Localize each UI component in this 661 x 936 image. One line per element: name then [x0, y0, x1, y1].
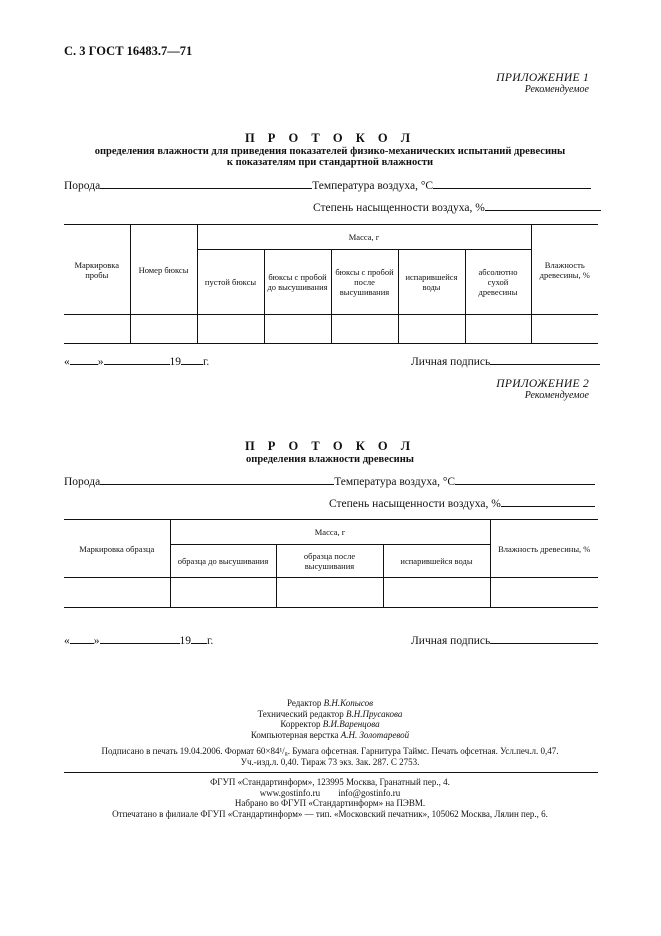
date-year-suffix: г. — [203, 356, 210, 368]
table-cell[interactable] — [465, 315, 531, 344]
imprint-tech-editor: Технический редактор В.Н.Прусакова — [257, 708, 403, 719]
date-day-blank[interactable] — [70, 632, 94, 644]
table-cell[interactable] — [264, 315, 331, 344]
protocol-2-saturation-field[interactable] — [329, 495, 595, 510]
protocol-1-title-block — [60, 131, 600, 168]
date-year-prefix: 19 — [179, 635, 191, 647]
table-cell[interactable] — [490, 578, 598, 608]
saturation-blank[interactable] — [501, 495, 595, 507]
temperature-label: Температура воздуха, °С — [312, 180, 434, 192]
document-code: С. 3 ГОСТ 16483.7—71 — [64, 44, 193, 58]
date-month-blank[interactable] — [104, 353, 170, 365]
imprint-corrector: Корректор В.И.Варенцова — [280, 719, 380, 729]
protocol-2-table — [64, 519, 598, 608]
species-blank[interactable] — [100, 473, 334, 485]
col-sample-after-drying: образца после высушивания — [276, 545, 383, 578]
imprint-divider — [64, 772, 598, 773]
col-mass-group: Масса, г — [197, 225, 531, 250]
protocol-2-species-field[interactable] — [64, 473, 595, 488]
table-row — [64, 315, 598, 344]
table-cell[interactable] — [398, 315, 465, 344]
saturation-label: Степень насыщенности воздуха, % — [313, 202, 485, 214]
appendix-2-title: ПРИЛОЖЕНИЕ 2 — [496, 378, 589, 390]
imprint-print-info — [40, 746, 620, 767]
table-cell[interactable] — [64, 315, 130, 344]
signature-blank[interactable] — [490, 353, 600, 365]
protocol-1-saturation-field[interactable] — [313, 199, 601, 214]
protocol-2-date-field[interactable] — [64, 632, 213, 647]
protocol-1-subtitle-1: определения влажности для приведения показателей физико-механических испытаний древесины — [94, 146, 566, 157]
species-blank[interactable] — [100, 177, 312, 189]
table-cell[interactable] — [197, 315, 264, 344]
signature-blank[interactable] — [490, 632, 598, 644]
col-sample-marking: Маркировка пробы — [64, 225, 130, 315]
protocol-2-title: П Р О Т О К О Л — [244, 439, 416, 453]
appendix-1-note: Рекомендуемое — [524, 84, 589, 95]
temperature-blank[interactable] — [433, 177, 591, 189]
imprint-layout: Компьютерная верстка А.Н. Золотаревой — [250, 729, 410, 740]
imprint-publisher — [40, 777, 620, 819]
date-year-prefix: 19 — [169, 356, 181, 368]
publisher-line-3: Набрано во ФГУП «Стандартинформ» на ПЭВМ. — [234, 798, 426, 808]
date-year-blank[interactable] — [181, 353, 203, 365]
appendix-1-title: ПРИЛОЖЕНИЕ 1 — [496, 72, 589, 84]
col-mass-group: Масса, г — [170, 520, 490, 545]
date-open-quote: « — [64, 356, 70, 368]
col-box-before-drying: бюксы с пробой до высушивания — [264, 250, 331, 315]
date-year-suffix: г. — [207, 635, 214, 647]
col-moisture: Влажность древесины, % — [531, 225, 598, 315]
publisher-web-link[interactable]: www.gostinfo.ru — [259, 787, 321, 798]
col-sample-marking: Маркировка образца — [64, 520, 170, 578]
table-cell[interactable] — [170, 578, 276, 608]
signature-label: Личная подпись — [411, 635, 491, 647]
table-cell[interactable] — [383, 578, 490, 608]
publisher-line-4: Отпечатано в филиале ФГУП «Стандартинформ» — тип. «Московский печатник», 105062 Москва, Лялин пер., 6. — [112, 808, 548, 819]
date-year-blank[interactable] — [191, 632, 207, 644]
protocol-1-signature-field[interactable] — [411, 353, 600, 368]
saturation-blank[interactable] — [485, 199, 601, 211]
table-cell[interactable] — [331, 315, 398, 344]
col-moisture: Влажность древесины, % — [490, 520, 598, 578]
date-close-quote: » — [97, 356, 104, 368]
protocol-2-subtitle: определения влажности древесины — [246, 454, 414, 465]
appendix-1-heading — [496, 72, 589, 96]
appendix-2-heading — [496, 378, 589, 402]
print-line-2: Уч.-изд.л. 0,40. Тираж 73 экз. Зак. 287. С 2753. — [240, 756, 420, 767]
table-cell[interactable] — [130, 315, 197, 344]
signature-label: Личная подпись — [411, 356, 491, 368]
protocol-2-signature-field[interactable] — [411, 632, 598, 647]
col-dry-wood: абсолютно сухой древесины — [465, 250, 531, 315]
date-open-quote: « — [64, 635, 70, 647]
imprint-editor: Редактор В.Н.Копысов — [286, 698, 374, 708]
table-row — [64, 578, 598, 608]
temperature-blank[interactable] — [455, 473, 595, 485]
protocol-2-title-block — [60, 439, 600, 465]
print-line-1: Подписано в печать 19.04.2006. Формат 60×84¹/₈. Бумага офсетная. Гарнитура Таймс. Печать офсетная. Усл.печ.л. 0,47. — [101, 746, 559, 756]
col-sample-before-drying: образца до высушивания — [170, 545, 276, 578]
publisher-contacts — [40, 788, 620, 799]
species-label: Порода — [64, 476, 101, 488]
date-month-blank[interactable] — [100, 632, 180, 644]
imprint-credits — [40, 698, 620, 740]
col-box-after-drying: бюксы с пробой после высушивания — [331, 250, 398, 315]
protocol-1-date-field[interactable] — [64, 353, 209, 368]
appendix-2-note: Рекомендуемое — [524, 390, 589, 401]
table-cell[interactable] — [276, 578, 383, 608]
date-day-blank[interactable] — [70, 353, 98, 365]
publisher-line-1: ФГУП «Стандартинформ», 123995 Москва, Гранатный пер., 4. — [210, 777, 450, 787]
saturation-label: Степень насыщенности воздуха, % — [329, 498, 501, 510]
species-label: Порода — [64, 180, 101, 192]
protocol-1-subtitle-2: к показателям при стандартной влажности — [226, 157, 434, 168]
col-empty-box: пустой бюксы — [197, 250, 264, 315]
temperature-label: Температура воздуха, °С — [334, 476, 456, 488]
table-cell[interactable] — [531, 315, 598, 344]
date-close-quote: » — [93, 635, 100, 647]
table-cell[interactable] — [64, 578, 170, 608]
publisher-email-link[interactable]: info@gostinfo.ru — [338, 787, 401, 798]
protocol-1-title: П Р О Т О К О Л — [244, 131, 416, 145]
protocol-1-table — [64, 224, 598, 344]
col-evaporated-water: испарившейся воды — [383, 545, 490, 578]
protocol-1-species-field[interactable] — [64, 177, 591, 192]
col-evaporated-water: испарившейся воды — [398, 250, 465, 315]
col-box-number: Номер бюксы — [130, 225, 197, 315]
